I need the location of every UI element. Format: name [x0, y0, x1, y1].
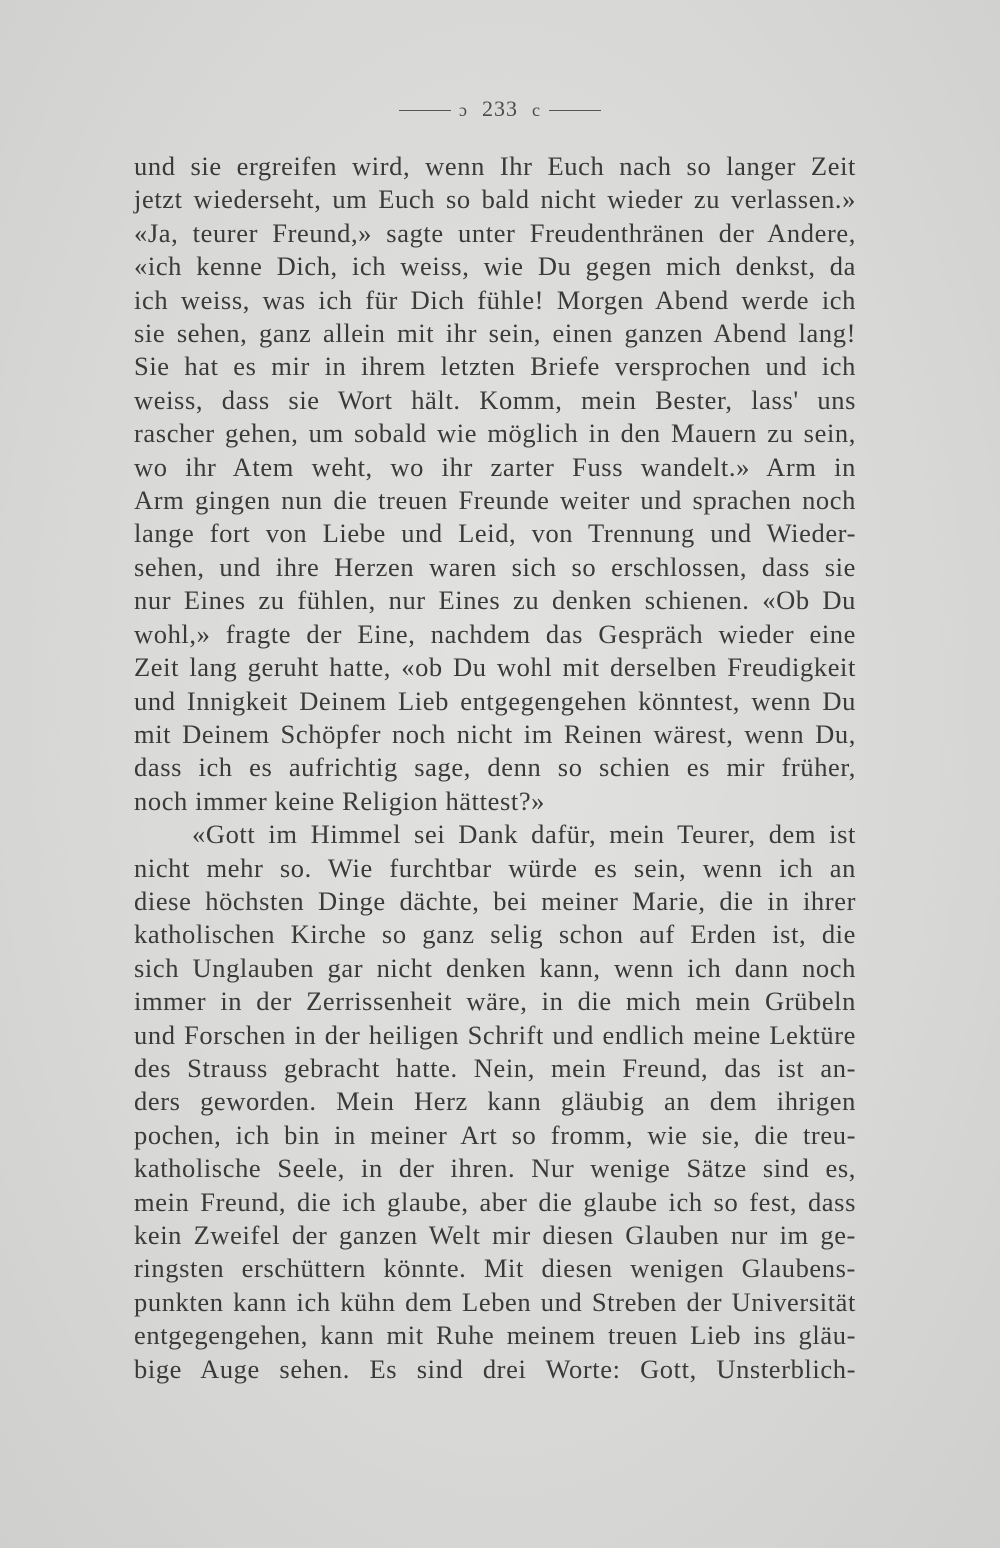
text-line: mit Deinem Schöpfer noch nicht im Reinen wärest, wenn Du,: [134, 718, 856, 749]
page-header: [0, 96, 1000, 122]
text-line: lange fort von Liebe und Leid, von Trennung und Wieder-: [134, 518, 856, 549]
text-line: «Ja, teurer Freund,» sagte unter Freudenthränen der Andere,: [134, 217, 856, 248]
text-line: «ich kenne Dich, ich weiss, wie Du gegen mich denkst, da: [134, 251, 856, 282]
text-line: und Forschen in der heiligen Schrift und endlich meine Lektüre: [134, 1019, 856, 1050]
text-line: dass ich es aufrichtig sage, denn so schien es mir früher,: [134, 752, 856, 783]
text-line: Sie hat es mir in ihrem letzten Briefe versprochen und ich: [134, 351, 856, 382]
text-line: weiss, dass sie Wort hält. Komm, mein Bester, lass' uns: [134, 384, 856, 415]
text-line: Arm gingen nun die treuen Freunde weiter und sprachen noch: [134, 485, 856, 516]
text-line: sich Unglauben gar nicht denken kann, wenn ich dann noch: [134, 952, 856, 983]
text-line: und Innigkeit Deinem Lieb entgegengehen könntest, wenn Du: [134, 685, 856, 716]
text-line: des Strauss gebracht hatte. Nein, mein Freund, das ist an-: [134, 1052, 856, 1083]
text-line: ich weiss, was ich für Dich fühle! Morgen Abend werde ich: [134, 284, 856, 315]
text-line: noch immer keine Religion hättest?»: [134, 785, 546, 816]
text-line: sie sehen, ganz allein mit ihr sein, einen ganzen Abend lang!: [134, 318, 856, 349]
text-line: katholische Seele, in der ihren. Nur wenige Sätze sind es,: [134, 1153, 856, 1184]
text-line: mein Freund, die ich glaube, aber die glaube ich so fest, dass: [134, 1186, 856, 1217]
text-line: wo ihr Atem weht, wo ihr zarter Fuss wandelt.» Arm in: [134, 451, 856, 482]
text-line: entgegengehen, kann mit Ruhe meinem treuen Lieb ins gläu-: [134, 1320, 856, 1351]
text-line: jetzt wiederseht, um Euch so bald nicht wieder zu verlassen.»: [134, 184, 856, 215]
text-line: ringsten erschüttern könnte. Mit diesen wenigen Glaubens-: [134, 1253, 856, 1284]
text-line: punkten kann ich kühn dem Leben und Streben der Universität: [134, 1286, 856, 1317]
text-line: nicht mehr so. Wie furchtbar würde es sein, wenn ich an: [134, 852, 856, 883]
text-line: kein Zweifel der ganzen Welt mir diesen Glauben nur im ge-: [134, 1220, 856, 1250]
header-ornament-right: c: [532, 100, 541, 120]
text-line: sehen, und ihre Herzen waren sich so erschlossen, dass sie: [134, 551, 856, 582]
text-line: und sie ergreifen wird, wenn Ihr Euch nach so langer Zeit: [134, 151, 856, 181]
body-text: [134, 150, 856, 1386]
header-rule-right: [549, 110, 601, 111]
text-line: nur Eines zu fühlen, nur Eines zu denken schienen. «Ob Du: [134, 585, 856, 616]
text-line: immer in der Zerrissenheit wäre, in die mich mein Grübeln: [134, 986, 856, 1017]
header-ornament-left: ɔ: [459, 100, 468, 120]
text-line: rascher gehen, um sobald wie möglich in den Mauern zu sein,: [134, 418, 856, 449]
header-rule-left: [399, 110, 451, 111]
text-line: bige Auge sehen. Es sind drei Worte: Gott, Unsterblich-: [134, 1353, 856, 1384]
page-number: 233: [482, 96, 518, 121]
text-line: diese höchsten Dinge dächte, bei meiner Marie, die in ihrer: [134, 885, 856, 916]
text-line: Zeit lang geruht hatte, «ob Du wohl mit derselben Freudigkeit: [134, 652, 856, 683]
text-line: katholischen Kirche so ganz selig schon auf Erden ist, die: [134, 919, 856, 950]
text-line: ders geworden. Mein Herz kann gläubig an dem ihrigen: [134, 1086, 856, 1117]
text-line: wohl,» fragte der Eine, nachdem das Gespräch wieder eine: [134, 618, 856, 649]
text-line: «Gott im Himmel sei Dank dafür, mein Teurer, dem ist: [192, 819, 856, 850]
text-line: pochen, ich bin in meiner Art so fromm, wie sie, die treu-: [134, 1119, 856, 1150]
